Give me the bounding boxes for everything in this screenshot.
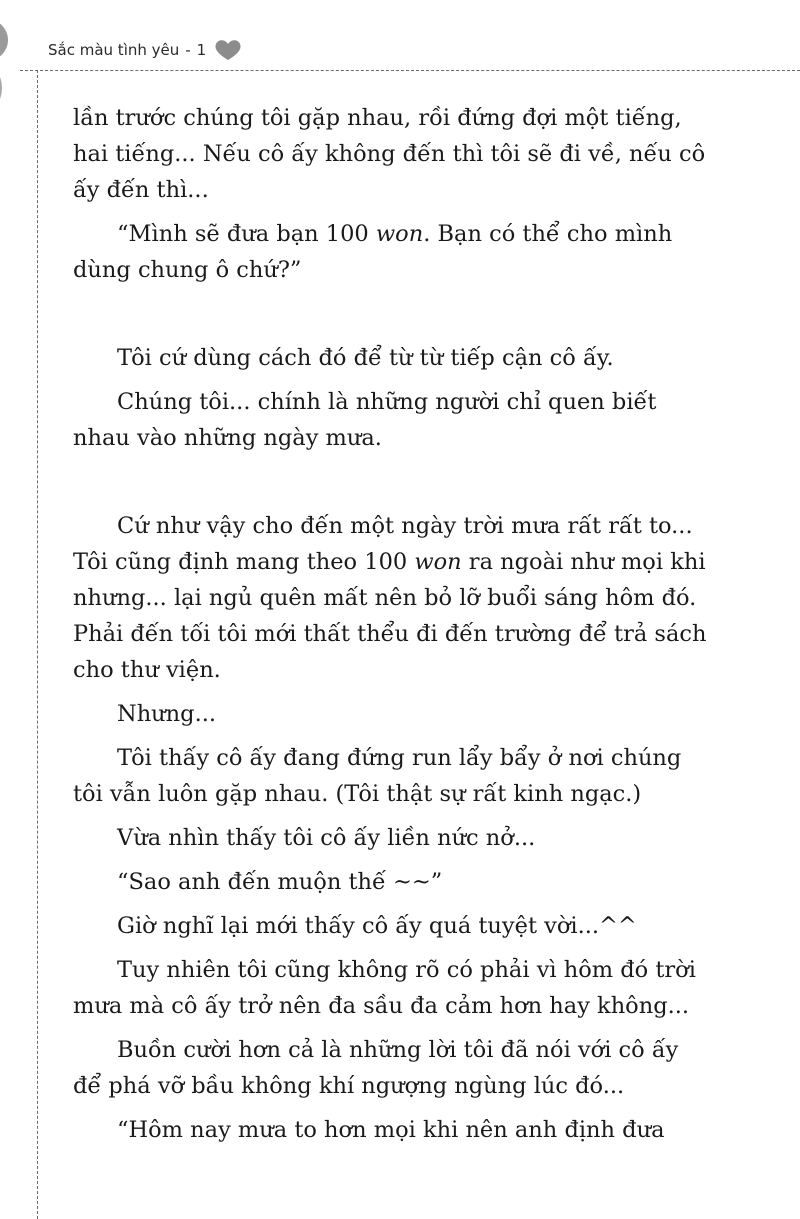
body-text <box>73 100 713 1156</box>
paragraph: Buồn cười hơn cả là những lời tôi đã nói với cô ấy để phá vỡ bầu không khí ngượng ngùng lúc đó... <box>73 1037 679 1099</box>
paragraph: Cứ như vậy cho đến một ngày trời mưa rất rất to... Tôi cũng định mang theo 100 won ra ngoài như mọi khi nhưng... lại ngủ quên mất nên bỏ lỡ buổi sáng hôm đó. Phải đến tối tôi mới thất thểu đi đến trường để trả sách cho thư viện. <box>73 513 707 683</box>
running-title: Sắc màu tình yêu <box>48 41 180 59</box>
paragraph: Chúng tôi... chính là những người chỉ quen biết nhau vào những ngày mưa. <box>73 389 657 451</box>
paragraph: Giờ nghĩ lại mới thấy cô ấy quá tuyệt vời...^^ <box>117 913 637 939</box>
page-number: 1 <box>196 41 207 59</box>
dashed-border-left <box>37 70 38 1219</box>
paragraph: Nhưng... <box>117 701 217 727</box>
decorative-cloud-icon <box>0 10 18 130</box>
running-header: Sắc màu tình yêu - 1 <box>48 38 244 62</box>
paragraph: lần trước chúng tôi gặp nhau, rồi đứng đợi một tiếng, hai tiếng... Nếu cô ấy không đến thì tôi sẽ đi về, nếu cô ấy đến thì... <box>73 105 706 203</box>
dashed-border-top <box>20 70 800 71</box>
paragraph: “Mình sẽ đưa bạn 100 won. Bạn có thể cho mình dùng chung ô chứ?” <box>73 221 673 283</box>
paragraph: Tuy nhiên tôi cũng không rõ có phải vì hôm đó trời mưa mà cô ấy trở nên đa sầu đa cảm hơn hay không... <box>73 957 696 1019</box>
paragraph: “Sao anh đến muộn thế ~~” <box>117 869 443 895</box>
heart-icon <box>212 38 244 62</box>
paragraph: Tôi cứ dùng cách đó để từ từ tiếp cận cô ấy. <box>117 345 614 371</box>
paragraph: Tôi thấy cô ấy đang đứng run lẩy bẩy ở nơi chúng tôi vẫn luôn gặp nhau. (Tôi thật sự rất kinh ngạc.) <box>73 745 682 807</box>
paragraph: “Hôm nay mưa to hơn mọi khi nên anh định đưa <box>117 1117 665 1143</box>
paragraph: Vừa nhìn thấy tôi cô ấy liền nức nở... <box>117 825 536 851</box>
